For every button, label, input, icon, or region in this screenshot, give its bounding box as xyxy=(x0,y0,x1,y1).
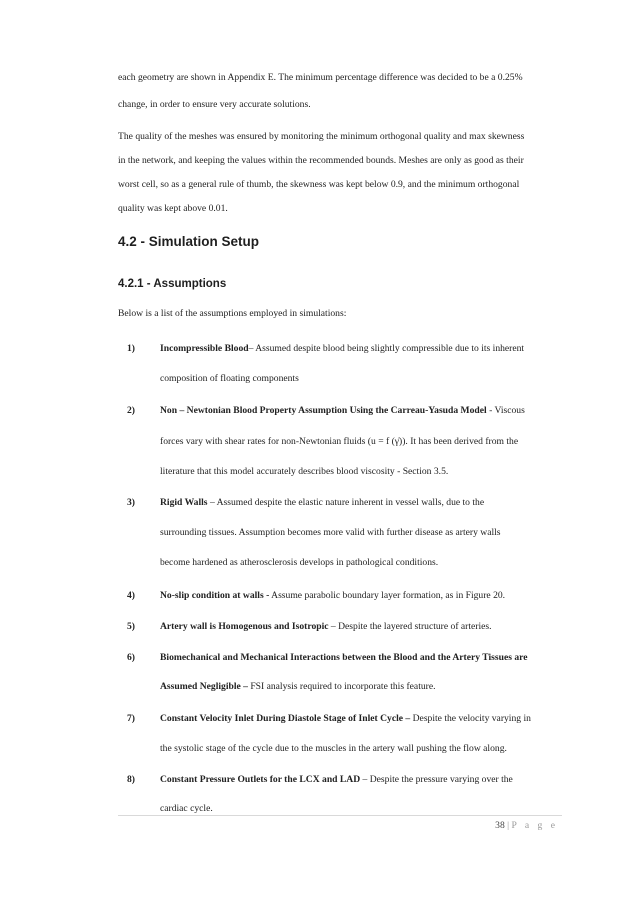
footer-divider xyxy=(118,815,562,816)
paragraph-2-line-1: The quality of the meshes was ensured by monitoring the minimum orthogonal quality and max skewness xyxy=(118,131,525,142)
paragraph-2-line-3: worst cell, so as a general rule of thumb, the skewness was kept below 0.9, and the minimum orthogonal xyxy=(118,179,520,190)
assumption-3-line-2: surrounding tissues. Assumption becomes more valid with further disease as artery walls xyxy=(160,527,501,538)
assumption-5-title: Artery wall is Homogenous and Isotropic xyxy=(160,621,329,632)
assumption-1-line-1 xyxy=(160,343,524,355)
assumption-7-number: 7) xyxy=(127,713,135,724)
assumption-3-number: 3) xyxy=(127,497,135,508)
assumption-6-text: FSI analysis required to incorporate this feature. xyxy=(247,681,436,692)
paragraph-2-line-4: quality was kept above 0.01. xyxy=(118,203,228,214)
assumption-6-line-2 xyxy=(160,681,436,693)
section-heading: 4.2 - Simulation Setup xyxy=(118,234,260,249)
assumption-4-number: 4) xyxy=(127,590,135,601)
assumption-2-line-3: literature that this model accurately describes blood viscosity - Section 3.5. xyxy=(160,466,449,477)
assumption-2-number: 2) xyxy=(127,405,135,416)
assumption-6-title-line-1: Biomechanical and Mechanical Interactions between the Blood and the Artery Tissues are xyxy=(160,652,528,663)
assumption-7-line-2: the systolic stage of the cycle due to the muscles in the artery wall pushing the flow along. xyxy=(160,743,507,754)
assumption-2-title: Non – Newtonian Blood Property Assumption Using the Carreau-Yasuda Model xyxy=(160,405,487,416)
assumption-8-line-1 xyxy=(160,774,513,786)
list-intro: Below is a list of the assumptions employed in simulations: xyxy=(118,308,347,319)
assumption-1-title: Incompressible Blood xyxy=(160,343,249,354)
assumption-7-title: Constant Velocity Inlet During Diastole Stage of Inlet Cycle – xyxy=(160,713,411,724)
assumption-3-text: – Assumed despite the elastic nature inherent in vessel walls, due to the xyxy=(207,497,485,508)
footer-separator: | xyxy=(507,820,510,831)
page-label: P a g e xyxy=(511,820,558,831)
assumption-6-title-line-2: Assumed Negligible – xyxy=(160,681,248,692)
assumption-4-text: Assume parabolic boundary layer formation, as in Figure 20. xyxy=(269,590,506,601)
assumption-1-number: 1) xyxy=(127,343,135,354)
assumption-8-line-2: cardiac cycle. xyxy=(160,803,213,814)
paragraph-2-line-2: in the network, and keeping the values within the recommended bounds. Meshes are only as good as their xyxy=(118,155,524,166)
assumption-8-number: 8) xyxy=(127,774,135,785)
assumption-7-text: Despite the velocity varying in xyxy=(410,713,531,724)
assumption-3-title: Rigid Walls xyxy=(160,497,208,508)
paragraph-1-line-1: each geometry are shown in Appendix E. The minimum percentage difference was decided to be a 0.25% xyxy=(118,72,523,83)
page-number: 38 xyxy=(495,820,505,831)
assumption-1-line-2: composition of floating components xyxy=(160,373,299,384)
assumption-2-line-1 xyxy=(160,405,525,417)
assumption-2-text: - Viscous xyxy=(486,405,525,416)
assumption-5-number: 5) xyxy=(127,621,135,632)
assumption-4-line-1 xyxy=(160,590,505,602)
assumption-4-title: No-slip condition at walls - xyxy=(160,590,270,601)
assumption-6-number: 6) xyxy=(127,652,135,663)
paragraph-1-line-2: change, in order to ensure very accurate solutions. xyxy=(118,99,311,110)
assumption-5-line-1 xyxy=(160,621,492,633)
subsection-heading: 4.2.1 - Assumptions xyxy=(118,278,227,290)
assumption-1-text: – Assumed despite blood being slightly compressible due to its inherent xyxy=(248,343,525,354)
assumption-7-line-1 xyxy=(160,713,531,725)
assumption-8-text: – Despite the pressure varying over the xyxy=(360,774,513,785)
assumption-3-line-3: become hardened as atherosclerosis develops in pathological conditions. xyxy=(160,557,439,568)
assumption-3-line-1 xyxy=(160,497,484,509)
assumption-2-line-2: forces vary with shear rates for non-Newtonian fluids (u = f (γ̇)). It has been derived from the xyxy=(160,436,519,447)
assumption-5-text: – Despite the layered structure of arteries. xyxy=(328,621,492,632)
page-footer xyxy=(495,820,558,831)
assumption-8-title: Constant Pressure Outlets for the LCX and LAD xyxy=(160,774,361,785)
